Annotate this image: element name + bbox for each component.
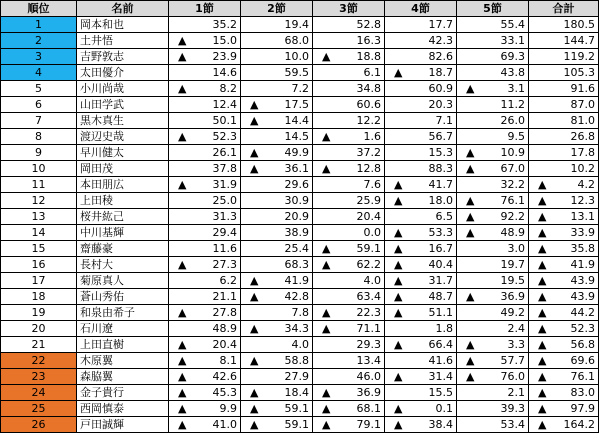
round-5-score-cell: 55.4 (457, 17, 529, 33)
round-4-score-cell: 15.5 (385, 385, 457, 401)
round-4-score-cell: ▲ 66.4 (385, 337, 457, 353)
round-4-score-cell: 56.7 (385, 129, 457, 145)
total-score-cell: ▲ 56.8 (529, 337, 599, 353)
rank-cell: 6 (1, 97, 77, 113)
round-5-score-cell: 19.7 (457, 257, 529, 273)
round-3-score-cell: 52.8 (313, 17, 385, 33)
total-score-cell: ▲ 76.1 (529, 369, 599, 385)
round-5-score-cell: 69.3 (457, 49, 529, 65)
round-4-score-cell: ▲ 16.7 (385, 241, 457, 257)
round-1-score-cell: ▲ 8.1 (169, 353, 241, 369)
rank-cell: 26 (1, 417, 77, 433)
rank-cell: 2 (1, 33, 77, 49)
table-row (1, 145, 599, 161)
round-4-score-cell: 60.9 (385, 81, 457, 97)
player-name-cell: 西岡慎泰 (77, 401, 169, 417)
round-3-score-cell: 4.0 (313, 273, 385, 289)
round-1-score-cell: ▲ 27.3 (169, 257, 241, 273)
round-4-score-cell: ▲ 31.4 (385, 369, 457, 385)
round-1-score-cell: ▲ 41.0 (169, 417, 241, 433)
rank-cell: 8 (1, 129, 77, 145)
total-score-cell: 10.2 (529, 161, 599, 177)
round-3-score-cell: 13.4 (313, 353, 385, 369)
player-name-cell: 岡田茂 (77, 161, 169, 177)
player-name-cell: 小川尚哉 (77, 81, 169, 97)
round-5-score-cell: ▲ 10.9 (457, 145, 529, 161)
table-row (1, 81, 599, 97)
player-name-cell: 早川健太 (77, 145, 169, 161)
round-1-score-cell: ▲ 9.9 (169, 401, 241, 417)
round-3-score-cell: ▲ 71.1 (313, 321, 385, 337)
table-row (1, 289, 599, 305)
round-5-score-cell: ▲ 76.0 (457, 369, 529, 385)
round-4-score-cell: ▲ 53.3 (385, 225, 457, 241)
round-1-score-cell: 25.0 (169, 193, 241, 209)
round-3-score-cell: 25.9 (313, 193, 385, 209)
player-name-cell: 森脇翼 (77, 369, 169, 385)
round-5-score-cell: 53.4 (457, 417, 529, 433)
round-3-score-cell: ▲ 79.1 (313, 417, 385, 433)
player-name-cell: 和泉由希子 (77, 305, 169, 321)
round-1-score-cell: 6.2 (169, 273, 241, 289)
round-3-score-cell: ▲ 68.1 (313, 401, 385, 417)
round-1-score-cell: ▲ 20.4 (169, 337, 241, 353)
rank-cell: 13 (1, 209, 77, 225)
round-2-score-cell: 20.9 (241, 209, 313, 225)
round-1-score-cell: 29.4 (169, 225, 241, 241)
round-1-score-cell: ▲ 42.6 (169, 369, 241, 385)
round-5-score-cell: ▲ 92.2 (457, 209, 529, 225)
total-score-cell: ▲ 44.2 (529, 305, 599, 321)
header-name: 名前 (77, 1, 169, 17)
header-rank: 順位 (1, 1, 77, 17)
round-2-score-cell: ▲ 14.4 (241, 113, 313, 129)
total-score-cell: 26.8 (529, 129, 599, 145)
round-3-score-cell: ▲ 12.8 (313, 161, 385, 177)
round-5-score-cell: ▲ 76.1 (457, 193, 529, 209)
round-2-score-cell: 19.4 (241, 17, 313, 33)
rank-cell: 12 (1, 193, 77, 209)
table-row (1, 401, 599, 417)
round-5-score-cell: 2.4 (457, 321, 529, 337)
player-name-cell: 吉野敦志 (77, 49, 169, 65)
round-2-score-cell: 59.5 (241, 65, 313, 81)
player-name-cell: 中川基輝 (77, 225, 169, 241)
round-3-score-cell: 16.3 (313, 33, 385, 49)
player-name-cell: 木原翼 (77, 353, 169, 369)
total-score-cell: ▲ 4.2 (529, 177, 599, 193)
round-2-score-cell: 7.2 (241, 81, 313, 97)
header-round-5: 5節 (457, 1, 529, 17)
round-5-score-cell: 33.1 (457, 33, 529, 49)
round-2-score-cell: 25.4 (241, 241, 313, 257)
table-row (1, 33, 599, 49)
round-5-score-cell: 26.0 (457, 113, 529, 129)
player-name-cell: 戸田誠輝 (77, 417, 169, 433)
round-4-score-cell: 1.8 (385, 321, 457, 337)
round-3-score-cell: 20.4 (313, 209, 385, 225)
rank-cell: 4 (1, 65, 77, 81)
rank-cell: 10 (1, 161, 77, 177)
round-3-score-cell: 0.0 (313, 225, 385, 241)
table-row (1, 257, 599, 273)
total-score-cell: ▲ 41.9 (529, 257, 599, 273)
table-row (1, 273, 599, 289)
round-1-score-cell: ▲ 45.3 (169, 385, 241, 401)
rank-cell: 11 (1, 177, 77, 193)
round-5-score-cell: ▲ 3.1 (457, 81, 529, 97)
round-2-score-cell: 38.9 (241, 225, 313, 241)
table-row (1, 321, 599, 337)
round-1-score-cell: ▲ 31.9 (169, 177, 241, 193)
rank-cell: 22 (1, 353, 77, 369)
player-name-cell: 上田直樹 (77, 337, 169, 353)
round-3-score-cell: ▲ 22.3 (313, 305, 385, 321)
round-3-score-cell: 7.6 (313, 177, 385, 193)
total-score-cell: 105.3 (529, 65, 599, 81)
round-5-score-cell: 43.8 (457, 65, 529, 81)
rank-cell: 19 (1, 305, 77, 321)
header-total: 合計 (529, 1, 599, 17)
player-name-cell: 上田稜 (77, 193, 169, 209)
player-name-cell: 岡本和也 (77, 17, 169, 33)
table-row (1, 97, 599, 113)
rank-cell: 21 (1, 337, 77, 353)
player-name-cell: 石川遼 (77, 321, 169, 337)
table-row (1, 385, 599, 401)
round-4-score-cell: 42.3 (385, 33, 457, 49)
round-4-score-cell: 7.1 (385, 113, 457, 129)
round-5-score-cell: ▲ 48.9 (457, 225, 529, 241)
table-row (1, 241, 599, 257)
round-2-score-cell: 4.0 (241, 337, 313, 353)
player-name-cell: 山田学武 (77, 97, 169, 113)
round-2-score-cell: ▲ 59.1 (241, 417, 313, 433)
round-4-score-cell: ▲ 51.1 (385, 305, 457, 321)
player-name-cell: 桜井紘己 (77, 209, 169, 225)
total-score-cell: ▲ 164.2 (529, 417, 599, 433)
total-score-cell: 17.8 (529, 145, 599, 161)
rank-cell: 7 (1, 113, 77, 129)
player-name-cell: 黒木真生 (77, 113, 169, 129)
round-1-score-cell: 35.2 (169, 17, 241, 33)
table-row (1, 177, 599, 193)
total-score-cell: ▲ 83.0 (529, 385, 599, 401)
rank-cell: 18 (1, 289, 77, 305)
round-1-score-cell: 12.4 (169, 97, 241, 113)
round-5-score-cell: ▲ 36.9 (457, 289, 529, 305)
round-4-score-cell: 82.6 (385, 49, 457, 65)
round-4-score-cell: 6.5 (385, 209, 457, 225)
round-3-score-cell: 60.6 (313, 97, 385, 113)
round-3-score-cell: 37.2 (313, 145, 385, 161)
rank-cell: 3 (1, 49, 77, 65)
total-score-cell: ▲ 97.9 (529, 401, 599, 417)
total-score-cell: 180.5 (529, 17, 599, 33)
round-2-score-cell: 27.9 (241, 369, 313, 385)
round-5-score-cell: 9.5 (457, 129, 529, 145)
table-row (1, 49, 599, 65)
round-5-score-cell: 49.2 (457, 305, 529, 321)
total-score-cell: ▲ 33.9 (529, 225, 599, 241)
rank-cell: 17 (1, 273, 77, 289)
player-name-cell: 本田朋広 (77, 177, 169, 193)
round-2-score-cell: ▲ 41.9 (241, 273, 313, 289)
rank-cell: 25 (1, 401, 77, 417)
table-row (1, 209, 599, 225)
rank-cell: 5 (1, 81, 77, 97)
player-name-cell: 土井悟 (77, 33, 169, 49)
round-2-score-cell: ▲ 59.1 (241, 401, 313, 417)
header-round-4: 4節 (385, 1, 457, 17)
round-3-score-cell: ▲ 1.6 (313, 129, 385, 145)
table-row (1, 65, 599, 81)
round-3-score-cell: 46.0 (313, 369, 385, 385)
round-2-score-cell: ▲ 42.8 (241, 289, 313, 305)
header-round-2: 2節 (241, 1, 313, 17)
player-name-cell: 蒼山秀佑 (77, 289, 169, 305)
round-4-score-cell: 20.3 (385, 97, 457, 113)
total-score-cell: ▲ 13.1 (529, 209, 599, 225)
round-4-score-cell: 17.7 (385, 17, 457, 33)
round-4-score-cell: 88.3 (385, 161, 457, 177)
round-2-score-cell: 7.8 (241, 305, 313, 321)
table-row (1, 113, 599, 129)
player-name-cell: 齋藤豪 (77, 241, 169, 257)
round-1-score-cell: 50.1 (169, 113, 241, 129)
total-score-cell: 87.0 (529, 97, 599, 113)
total-score-cell: ▲ 35.8 (529, 241, 599, 257)
rank-cell: 20 (1, 321, 77, 337)
table-row (1, 353, 599, 369)
rank-cell: 23 (1, 369, 77, 385)
round-1-score-cell: 37.8 (169, 161, 241, 177)
table-row (1, 305, 599, 321)
table-row (1, 337, 599, 353)
round-1-score-cell: ▲ 15.0 (169, 33, 241, 49)
round-4-score-cell: ▲ 0.1 (385, 401, 457, 417)
round-1-score-cell: ▲ 27.8 (169, 305, 241, 321)
total-score-cell: 119.2 (529, 49, 599, 65)
round-1-score-cell: ▲ 23.9 (169, 49, 241, 65)
round-5-score-cell: ▲ 3.3 (457, 337, 529, 353)
round-2-score-cell: 68.3 (241, 257, 313, 273)
round-2-score-cell: ▲ 18.4 (241, 385, 313, 401)
round-5-score-cell: 11.2 (457, 97, 529, 113)
total-score-cell: ▲ 43.9 (529, 273, 599, 289)
round-3-score-cell: ▲ 18.8 (313, 49, 385, 65)
round-1-score-cell: 14.6 (169, 65, 241, 81)
round-5-score-cell: 19.5 (457, 273, 529, 289)
table-row (1, 129, 599, 145)
round-2-score-cell: 29.6 (241, 177, 313, 193)
rank-cell: 14 (1, 225, 77, 241)
rank-cell: 9 (1, 145, 77, 161)
standings-body (1, 17, 599, 433)
round-2-score-cell: 68.0 (241, 33, 313, 49)
round-3-score-cell: ▲ 59.1 (313, 241, 385, 257)
rank-cell: 16 (1, 257, 77, 273)
rank-cell: 24 (1, 385, 77, 401)
round-4-score-cell: 41.6 (385, 353, 457, 369)
table-row (1, 369, 599, 385)
round-4-score-cell: ▲ 48.7 (385, 289, 457, 305)
round-1-score-cell: 11.6 (169, 241, 241, 257)
round-5-score-cell: 3.0 (457, 241, 529, 257)
total-score-cell: 144.7 (529, 33, 599, 49)
round-1-score-cell: 48.9 (169, 321, 241, 337)
header-row (1, 1, 599, 17)
round-5-score-cell: 2.1 (457, 385, 529, 401)
round-4-score-cell: ▲ 40.4 (385, 257, 457, 273)
round-3-score-cell: 12.2 (313, 113, 385, 129)
total-score-cell: ▲ 43.9 (529, 289, 599, 305)
total-score-cell: ▲ 69.6 (529, 353, 599, 369)
table-row (1, 417, 599, 433)
player-name-cell: 金子貴行 (77, 385, 169, 401)
player-name-cell: 太田優介 (77, 65, 169, 81)
total-score-cell: ▲ 12.3 (529, 193, 599, 209)
round-4-score-cell: ▲ 41.7 (385, 177, 457, 193)
round-3-score-cell: 6.1 (313, 65, 385, 81)
round-2-score-cell: ▲ 36.1 (241, 161, 313, 177)
total-score-cell: ▲ 52.3 (529, 321, 599, 337)
round-1-score-cell: ▲ 8.2 (169, 81, 241, 97)
rank-cell: 15 (1, 241, 77, 257)
table-row (1, 17, 599, 33)
round-1-score-cell: 21.1 (169, 289, 241, 305)
round-5-score-cell: 39.3 (457, 401, 529, 417)
round-5-score-cell: ▲ 57.7 (457, 353, 529, 369)
header-round-1: 1節 (169, 1, 241, 17)
table-row (1, 161, 599, 177)
total-score-cell: 81.0 (529, 113, 599, 129)
round-2-score-cell: ▲ 58.8 (241, 353, 313, 369)
header-round-3: 3節 (313, 1, 385, 17)
round-4-score-cell: 15.3 (385, 145, 457, 161)
round-5-score-cell: 32.2 (457, 177, 529, 193)
round-4-score-cell: ▲ 18.0 (385, 193, 457, 209)
round-5-score-cell: ▲ 67.0 (457, 161, 529, 177)
round-2-score-cell: 14.5 (241, 129, 313, 145)
total-score-cell: 91.6 (529, 81, 599, 97)
round-2-score-cell: ▲ 49.9 (241, 145, 313, 161)
rank-cell: 1 (1, 17, 77, 33)
round-4-score-cell: ▲ 31.7 (385, 273, 457, 289)
round-3-score-cell: ▲ 36.9 (313, 385, 385, 401)
round-3-score-cell: 29.3 (313, 337, 385, 353)
round-1-score-cell: 31.3 (169, 209, 241, 225)
round-2-score-cell: 10.0 (241, 49, 313, 65)
round-3-score-cell: 63.4 (313, 289, 385, 305)
round-3-score-cell: 34.8 (313, 81, 385, 97)
round-1-score-cell: 26.1 (169, 145, 241, 161)
round-2-score-cell: 30.9 (241, 193, 313, 209)
round-2-score-cell: ▲ 17.5 (241, 97, 313, 113)
round-2-score-cell: ▲ 34.3 (241, 321, 313, 337)
round-4-score-cell: ▲ 18.7 (385, 65, 457, 81)
player-name-cell: 菊原真人 (77, 273, 169, 289)
table-row (1, 225, 599, 241)
round-1-score-cell: ▲ 52.3 (169, 129, 241, 145)
player-name-cell: 渡辺史哉 (77, 129, 169, 145)
player-name-cell: 長村大 (77, 257, 169, 273)
round-4-score-cell: ▲ 38.4 (385, 417, 457, 433)
table-row (1, 193, 599, 209)
round-3-score-cell: ▲ 62.2 (313, 257, 385, 273)
